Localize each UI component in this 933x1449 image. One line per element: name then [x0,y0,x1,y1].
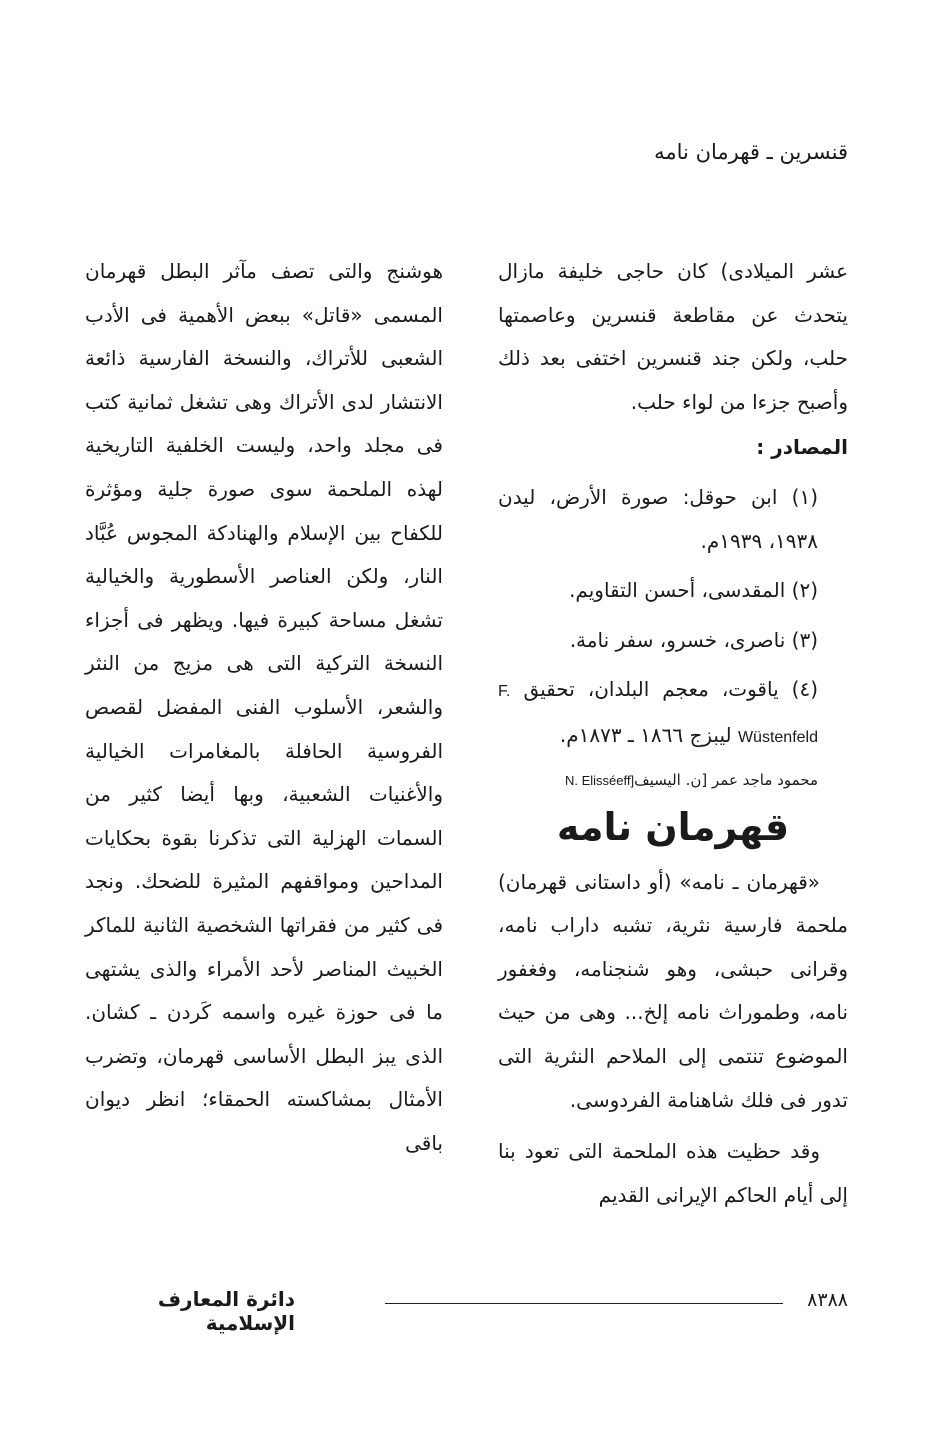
reference-4-start: (٤) ياقوت، معجم البلدان، تحقيق [523,677,819,702]
article-title: قهرمان نامه [556,804,790,849]
reference-2: (٢) المقدسى، أحسن التقاويم. [569,578,818,603]
left-column [85,250,443,1165]
article-paragraph-2: وقد حظيت هذه الملحمة التى تعود بنا إلى أيام الحاكم الإيرانى القديم [498,1139,848,1207]
reference-4-end: ليبزج ١٨٦٦ ـ ١٨٧٣م. [559,722,732,747]
reference-4 [498,668,848,759]
sources-heading: المصادر : [756,435,848,460]
reference-4-editor: F. Wüstenfeld [498,683,818,746]
intro-paragraph: عشر الميلادى) كان حاجى خليفة مازال يتحدث عن مقاطعة قنسرين وعاصمتها حلب، ولكن جند قنسرين اختفى بعد ذلك وأصبح جزءا من لواء حلب. [498,259,848,414]
reference-1: (١) ابن حوقل: صورة الأرض، ليدن ١٩٣٨، ١٩٣٩م. [498,484,818,553]
reference-3: (٣) ناصرى، خسرو، سفر نامة. [569,627,818,652]
right-column [498,250,848,1217]
publication-title: دائرة المعارف الإسلامية [157,1287,295,1335]
left-column-text: هوشنج والتى تصف مآثر البطل قهرمان المسمى «قاتل» ببعض الأهمية فى الأدب الشعبى للأتراك، والنسخة الفارسية ذائعة الانتشار لدى الأتراك وهى تشغل ثمانية كتب فى مجلد واحد، وليست الخلفية التاريخية لهذه الملحمة سوى صورة جلية ومؤثرة للكفاح بين الإسلام والهنادكة المجوس عُبَّاد النار، ولكن العناصر الأسطورية والخيالية تشغل مساحة كبيرة فيها. ويظهر فى أجزاء النسخة التركية التى هى مزيج من النثر والشعر، الأسلوب الفنى المفضل لقصص الفروسية الحافلة بالمغامرات الخيالية والأغنيات الشعبية، وبها أيضا كثير من السمات الهزلية التى تذكرنا بقوة بحكايات المداحين ومواقفهم المثيرة للضحك. ونجد فى كثير من فقراتها الشخصية الثانية للماكر الخبيث المناصر لأحد الأمراء والذى يشتهى ما فى حوزة غيره واسمه كَردن ـ كشان. الذى يبز البطل الأساسى قهرمان، وتضرب الأمثال بمشاكسته الحمقاء؛ انظر ديوان باقى [85,259,443,1155]
page-number: ٨٣٨٨ [807,1289,848,1311]
running-head: قنسرين ـ قهرمان نامه [654,140,848,164]
page-footer [85,1283,848,1335]
author-latin: N. Elisséeff] [565,772,635,788]
article-paragraph-1: «قهرمان ـ نامه» (أو داستانى قهرمان) ملحمة فارسية نثرية، تشبه داراب نامه، وقرانى حبشى، وهو شنجنامه، وفغفور نامه، وطموراث نامه إلخ... وهى من حيث الموضوع تنتمى إلى الملاحم النثرية التى تدور فى فلك شاهنامة الفردوسى. [498,869,848,1112]
footer-rule [385,1303,783,1304]
author-name: محمود ماجد عمر [ن. اليسيف [634,770,818,789]
author-line [498,766,848,795]
